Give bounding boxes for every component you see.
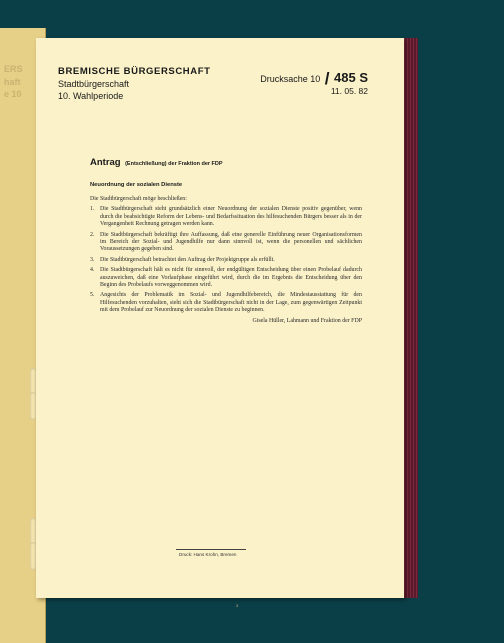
item-number: 2. xyxy=(90,231,95,238)
left-ghost-text-2: haft xyxy=(4,77,21,87)
item-text: Die Stadtbürgerschaft hält es nicht für sinnvoll, der endgültigen Entscheidung über einen Probelauf dadurch auszuweichen, daß eine Vorlaufphase eingeführt wird, durch die im Ergebnis die Entscheidung über den Beginn des Probelaufs vorweggenommen wird. xyxy=(100,267,362,289)
left-ghost-text-3: e 10 xyxy=(4,89,22,99)
item-number: 1. xyxy=(90,206,95,213)
printer-credit: Druck: Hans Krohn, Bremen xyxy=(179,552,237,557)
list-item xyxy=(90,292,362,314)
antrag-label: Antrag xyxy=(90,157,121,168)
body-name: Stadtbürgerschaft xyxy=(58,79,130,89)
item-number: 3. xyxy=(90,256,95,263)
list-item xyxy=(90,206,362,228)
intro-text: Die Stadtbürgerschaft möge beschließen: xyxy=(90,196,187,202)
period-label: 10. Wahlperiode xyxy=(58,91,124,101)
drucksache-heading xyxy=(260,67,368,87)
bottom-page-mark: 3 xyxy=(236,603,239,608)
item-number: 5. xyxy=(90,292,95,299)
antrag-heading xyxy=(90,152,223,170)
item-text: Die Stadtbürgerschaft bekräftigt ihre Auffassung, daß eine generelle Einführung neuer Organisationsformen im Bereich der Sozial- und Jugendhilfe nur dann sinnvoll ist, wenn die personellen und sächlichen Voraussetzungen gegeben sind. xyxy=(100,231,362,253)
item-text: Die Stadtbürgerschaft betrachtet den Auftrag der Projektgruppe als erfüllt. xyxy=(100,256,275,263)
footer-divider xyxy=(176,549,246,550)
item-number: 4. xyxy=(90,267,95,274)
antrag-qualifier: (Entschließung) der Fraktion der FDP xyxy=(125,161,223,167)
drucksache-number: 485 S xyxy=(334,70,368,85)
item-text: Die Stadtbürgerschaft steht grundsätzlich einer Neuordnung der sozialen Dienste positiv gegenüber, wenn durch die beabsichtigte Reform der Lebens- und Bedarfssituation des hilfesuchenden Bürgers besser als in der Vergangenheit Rechnung getragen werden kann. xyxy=(100,206,362,228)
signature: Gisela Hüller, Lahmann und Fraktion der FDP xyxy=(252,317,362,324)
item-text: Angesichts der Problematik im Sozial- und Jugendhilfebereich, die Mindestausstattung für den Hilfesuchenden vorzuhalten, sieht sich die Stadtbürgerschaft nicht in der Lage, zum gegenwärtigen Zeitpunkt mit dem Probelauf zur Neuordnung der sozialen Dienste zu beginnen. xyxy=(100,292,362,314)
subject-heading: Neuordnung der sozialen Dienste xyxy=(90,182,183,188)
organization-title: BREMISCHE BÜRGERSCHAFT xyxy=(58,66,211,77)
document-page xyxy=(36,38,404,598)
drucksache-label: Drucksache 10 xyxy=(260,74,321,84)
list-item xyxy=(90,267,362,289)
left-ghost-text-1: ERS xyxy=(4,64,23,74)
slash-separator: / xyxy=(324,69,330,88)
document-body xyxy=(90,196,362,325)
document-date: 11. 05. 82 xyxy=(330,86,368,96)
list-item xyxy=(90,257,362,264)
list-item xyxy=(90,232,362,254)
